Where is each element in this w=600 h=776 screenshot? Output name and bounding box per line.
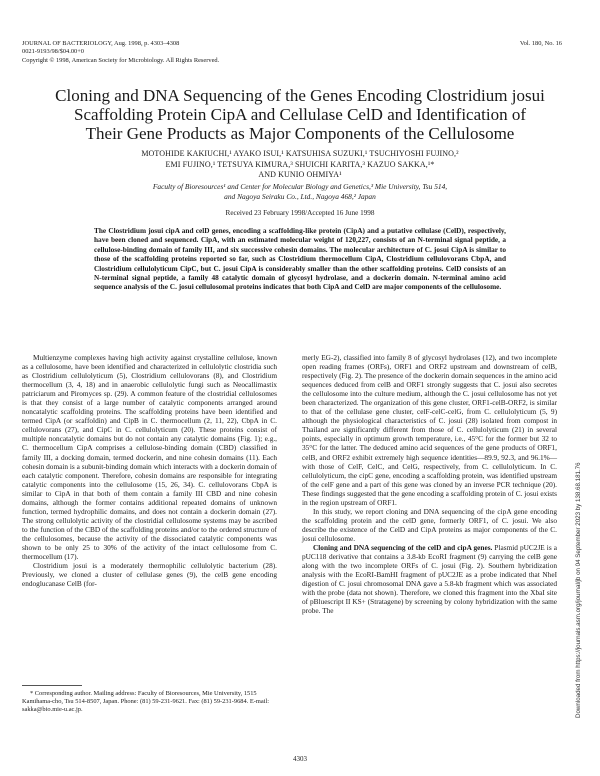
body-column-right: [302, 353, 557, 615]
article-title: [20, 86, 580, 143]
affiliation-line-2: and Nagoya Seiraku Co., Ltd., Nagoya 468,² Japan: [224, 192, 376, 201]
section-runin-heading: Cloning and DNA sequencing of the celD and cipA genes.: [313, 542, 493, 552]
intro-paragraph-3: In this study, we report cloning and DNA sequencing of the cipA gene encoding the scaffolding protein and the celD gene, formerly ORF1, of C. josui. We also describe the existence of the CelD and CipA proteins as major components of the C. josui cellulosome.: [302, 506, 557, 543]
affiliation: [40, 182, 560, 202]
download-watermark: Downloaded from https://journals.asm.org/journal/jb on 04 September 2023 by 138.68.181.76: [575, 462, 582, 718]
results-paragraph-1: [302, 543, 557, 615]
abstract: The Clostridium josui cipA and celD genes, encoding a scaffolding-like protein (CipA) and a putative cellulase (CelD), respectively, have been cloned and sequenced. CipA, with an estimated molecular weight of 120,227, consists of an N-terminal signal peptide, a cellulose-binding domain of family III, and six successive cohesin domains. The molecular architecture of C. josui CipA is similar to those of the scaffolding proteins reported so far, such as Clostridium thermocellum CipA, Clostridium cellulovorans CbpA, and Clostridium cellulolyticum CipC, but C. josui CipA is considerably smaller than the other scaffolding proteins. CelD consists of an N-terminal signal peptide, a family 48 catalytic domain of glycosyl hydrolase, and a dockerin domain. N-terminal amino acid sequence analysis of the C. josui cellulosomal proteins indicates that both CipA and CelD are major components of the cellulosome.: [94, 226, 506, 292]
corresponding-author-footnote: * Corresponding author. Mailing address: Faculty of Bioresources, Mie University, 1515 Kamihama-cho, Tsu 514-8507, Japan. Phone: (81) 59-231-9621. Fax: (81) 59-231-9684. E-mail: sakka@bio.mie-u.ac.jp.: [22, 690, 270, 714]
received-dates: Received 23 February 1998/Accepted 16 June 1998: [225, 209, 375, 217]
authors-line-1: MOTOHIDE KAKIUCHI,¹ AYAKO ISUI,¹ KATSUHISA SUZUKI,¹ TSUCHIYOSHI FUJINO,²: [141, 149, 459, 158]
journal-line: JOURNAL OF BACTERIOLOGY, Aug. 1998, p. 4303–4308: [22, 40, 180, 47]
intro-paragraph-2-continued: merly EG-2), classified into family 8 of glycosyl hydrolases (12), and two incomplete open reading frames (ORFs), ORF1 and ORF2 upstream and downstream of celB, respectively (Fig. 2). The presence of the dockerin domain sequences in the amino acid sequences deduced from celB and ORF1 strongly suggests that C. josui also secretes the cellulosome into the culture medium, although the C. josui cellulosome has not yet been characterized. The organization of this gene cluster, ORF1-celB-ORF2, is similar to that of the cellulase gene cluster, celF-celC-celG, from C. cellulolyticum (5, 9) although the physiological characteristics of C. josui (28) isolated from compost in Thailand are significantly different from those of C. cellulolyticum (21) in several points, especially in optimum growth temperature, i.e., 45°C for the former but 32 to 35°C for the latter. The deduced amino acid sequences of the gene products of ORF1, celB, and ORF2 exhibit extremely high sequence identities—89.9, 92.3, and 96.1%—with those of CelF, CelC, and CelG, respectively, from C. cellulolyticum. In C. cellulolyticum, the cipC gene, encoding a scaffolding protein, was identified upstream of the celF gene and a part of this gene was cloned by an inverse PCR technique (20). These findings suggested that the gene encoding a scaffolding protein of C. josui exists in the region upstream of ORF1.: [302, 353, 557, 507]
title-line-3: Their Gene Products as Major Components of the Cellulosome: [85, 124, 515, 143]
affiliation-line-1: Faculty of Bioresources¹ and Center for Molecular Biology and Genetics,³ Mie University, Tsu 514,: [152, 182, 448, 191]
results-paragraph-text: Plasmid pUC2JE is a pUC118 derivative that contains a 3.8-kb EcoRI fragment (9) carrying the celB gene along with the two incomplete ORFs of C. josui (Fig. 2). Southern hybridization analysis with the EcoRI-BamHI fragment of pUC2JE as a probe indicated that NheI digestion of C. josui chromosomal DNA gave a 5.8-kb fragment which was associated with the probe (data not shown). Therefore, we cloned this fragment into the XbaI site of pBluescript II KS+ (Stratagene) by screening by colony hybridization with the same probe. The: [302, 542, 557, 616]
intro-paragraph-2: Clostridium josui is a moderately thermophilic cellulolytic bacterium (28). Previously, we cloned a cluster of cellulase genes (9), the celB gene encoding endoglucanase CelB (for-: [22, 561, 277, 589]
authors-line-3: AND KUNIO OHMIYA¹: [258, 170, 342, 180]
footnote-divider: [22, 685, 82, 686]
author-list: [40, 149, 560, 181]
page-number: 4303: [293, 755, 307, 763]
title-line-2: Scaffolding Protein CipA and Cellulase CelD and Identification of: [74, 105, 526, 124]
issn-line: 0021-9193/98/$04.00+0: [22, 48, 85, 56]
journal-header: [22, 40, 562, 65]
body-column-left: [22, 353, 277, 588]
title-line-1: Cloning and DNA Sequencing of the Genes Encoding Clostridium josui: [55, 86, 545, 105]
copyright-line: Copyright © 1998, American Society for Microbiology. All Rights Reserved.: [22, 56, 220, 64]
intro-paragraph-1: Multienzyme complexes having high activity against crystalline cellulose, known as a cellulosome, have been identified and characterized in cellulolytic clostridia such as Clostridium cellulolyticum (5), Clostridium cellulovorans (8), and Clostridium thermocellum (3, 4, 18) and in anaerobic cellulolytic fungi such as Neocallimastix patriciarum and Piromyces sp. (29). A common feature of the clostridial cellulosomes is that they consist of a large number of catalytic components arranged around noncatalytic scaffolding proteins. The scaffolding proteins have been identified and termed CipA (or scaffoldin) and CipB in C. thermocellum (2, 11, 22), CbpA in C. cellulovorans (27), and CipC in C. cellulolyticum (20). These proteins consist of multiple noncatalytic domains but do not contain any catalytic domains (Fig. 1); e.g., C. thermocellum CipA comprises a cellulose-binding domain (CBD) classified in family III, a docking domain, termed dockerin, and nine cohesin domains (11). Each cohesin domain is a subunit-binding domain which interacts with a dockerin domain of each catalytic component. Therefore, cohesin domains are responsible for integrating catalytic components into the cellulosome (15, 26, 34). C. cellulovorans CbpA is similar to CipA in that both of them contain a family III CBD and nine cohesin domains, although the former contains additional repeated domains of unknown function, termed hydrophilic domains, and does not contain a dockerin domain (27). The strong cellulolytic activity of the clostridial cellulosome systems may be ascribed to the function of the CBD of the scaffolding proteins and/or to the ordered structure of the cellulosomes, because the activity of the dissociated catalytic components was shown to be only 25 to 30% of the activity of the intact cellulosome from C. thermocellum (17).: [22, 353, 277, 562]
volume-label: Vol. 180, No. 16: [519, 40, 562, 47]
authors-line-2: EMI FUJINO,¹ TETSUYA KIMURA,³ SHUICHI KARITA,³ KAZUO SAKKA,¹*: [165, 159, 435, 169]
